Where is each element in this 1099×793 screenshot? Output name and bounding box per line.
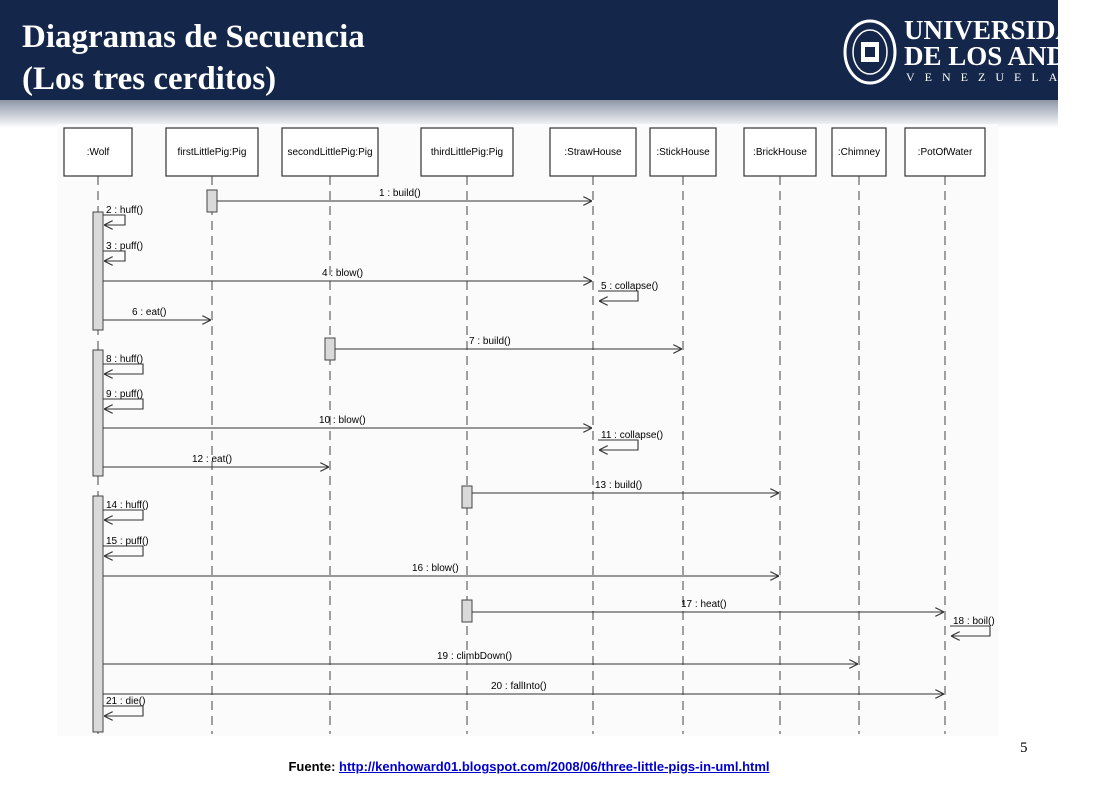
- sequence-diagram-canvas: [57, 124, 998, 736]
- message-7: [335, 336, 682, 349]
- activation-bar-pig3: [462, 600, 472, 622]
- logo-text-line-2: DE LOS ANDES: [904, 41, 1099, 71]
- lifeline-label: secondLittlePig:Pig: [287, 147, 373, 158]
- title-line-1: Diagramas de Secuencia: [22, 19, 365, 55]
- title-line-2: (Los tres cerditos): [22, 61, 277, 97]
- logo-text-line-3: VENEZUELA: [906, 70, 1068, 84]
- lifeline-pig2: [282, 128, 378, 734]
- lifeline-label: :Chimney: [837, 147, 881, 158]
- lifeline-label: :StickHouse: [656, 147, 710, 158]
- message-label: 19 : climbDown(): [437, 651, 513, 662]
- message-label: 10 : blow(): [319, 415, 366, 426]
- activation-bar-pig3: [462, 486, 472, 508]
- university-seal-icon: [842, 18, 898, 88]
- message-label: 16 : blow(): [412, 563, 459, 574]
- lifeline-label: :BrickHouse: [753, 147, 807, 158]
- self-message-arrow: [103, 706, 143, 716]
- message-3: [103, 241, 143, 261]
- message-18: [950, 616, 995, 636]
- slide-title: [22, 16, 365, 100]
- self-message-arrow: [103, 399, 143, 409]
- activation-bar-wolf: [93, 496, 103, 732]
- message-4: [103, 268, 592, 281]
- message-label: 1 : build(): [379, 188, 421, 199]
- message-19: [103, 651, 858, 664]
- lifeline-pig3: [421, 128, 513, 734]
- message-label: 13 : build(): [595, 480, 643, 491]
- source-citation: [0, 759, 1058, 774]
- sequence-diagram: [57, 124, 998, 736]
- activation-bar-pig2: [325, 338, 335, 360]
- logo-text-line-1: UNIVERSIDAD: [904, 15, 1095, 45]
- message-label: 15 : puff(): [106, 536, 149, 547]
- lifeline-chimney: [832, 128, 886, 734]
- message-label: 4 : blow(): [322, 268, 364, 279]
- message-label: 12 : eat(): [192, 454, 233, 465]
- message-label: 5 : collapse(): [601, 281, 659, 292]
- message-label: 18 : boil(): [953, 616, 995, 627]
- lifeline-label: thirdLittlePig:Pig: [430, 147, 504, 158]
- university-logo: [842, 15, 1099, 90]
- message-21: [103, 696, 145, 716]
- message-6: [103, 307, 211, 320]
- activation-bar-wolf: [93, 212, 103, 330]
- message-20: [103, 681, 944, 694]
- message-label: 8 : huff(): [106, 354, 144, 365]
- source-label: Fuente:: [288, 759, 336, 774]
- message-17: [472, 599, 944, 612]
- page-number: 5: [1020, 740, 1028, 756]
- message-16: [103, 563, 779, 576]
- message-10: [103, 415, 592, 428]
- lifeline-label: firstLittlePig:Pig: [177, 147, 247, 158]
- message-label: 3 : puff(): [106, 241, 144, 252]
- message-2: [103, 205, 143, 225]
- message-label: 6 : eat(): [132, 307, 167, 318]
- self-message-arrow: [103, 546, 143, 556]
- message-label: 14 : huff(): [106, 500, 149, 511]
- lifeline-pot: [905, 128, 985, 734]
- self-message-arrow: [103, 251, 125, 261]
- lifeline-brick: [744, 128, 816, 734]
- message-11: [598, 430, 663, 450]
- self-message-arrow: [598, 291, 638, 301]
- message-label: 2 : huff(): [106, 205, 144, 216]
- self-message-arrow: [103, 215, 125, 225]
- message-label: 11 : collapse(): [601, 430, 664, 441]
- message-label: 20 : fallInto(): [491, 681, 547, 692]
- activation-bar-pig1: [207, 190, 217, 212]
- self-message-arrow: [598, 440, 638, 450]
- lifeline-label: :StrawHouse: [564, 147, 622, 158]
- self-message-arrow: [103, 364, 143, 374]
- self-message-arrow: [103, 510, 143, 520]
- message-13: [472, 480, 779, 493]
- source-link[interactable]: http://kenhoward01.blogspot.com/2008/06/three-little-pigs-in-uml.html: [339, 759, 770, 774]
- message-label: 21 : die(): [106, 696, 146, 707]
- message-label: 7 : build(): [469, 336, 511, 347]
- activation-bar-wolf: [93, 350, 103, 476]
- self-message-arrow: [950, 626, 990, 636]
- message-15: [103, 536, 149, 556]
- message-5: [598, 281, 658, 301]
- message-label: 17 : heat(): [681, 599, 727, 610]
- lifeline-pig1: [166, 128, 258, 734]
- lifeline-label: :PotOfWater: [917, 147, 973, 158]
- message-14: [103, 500, 149, 520]
- message-8: [103, 354, 143, 374]
- slide-header: [0, 0, 1099, 104]
- lifeline-label: :Wolf: [86, 147, 110, 158]
- message-9: [103, 389, 143, 409]
- message-12: [103, 454, 329, 467]
- message-1: [217, 188, 592, 201]
- message-label: 9 : puff(): [106, 389, 144, 400]
